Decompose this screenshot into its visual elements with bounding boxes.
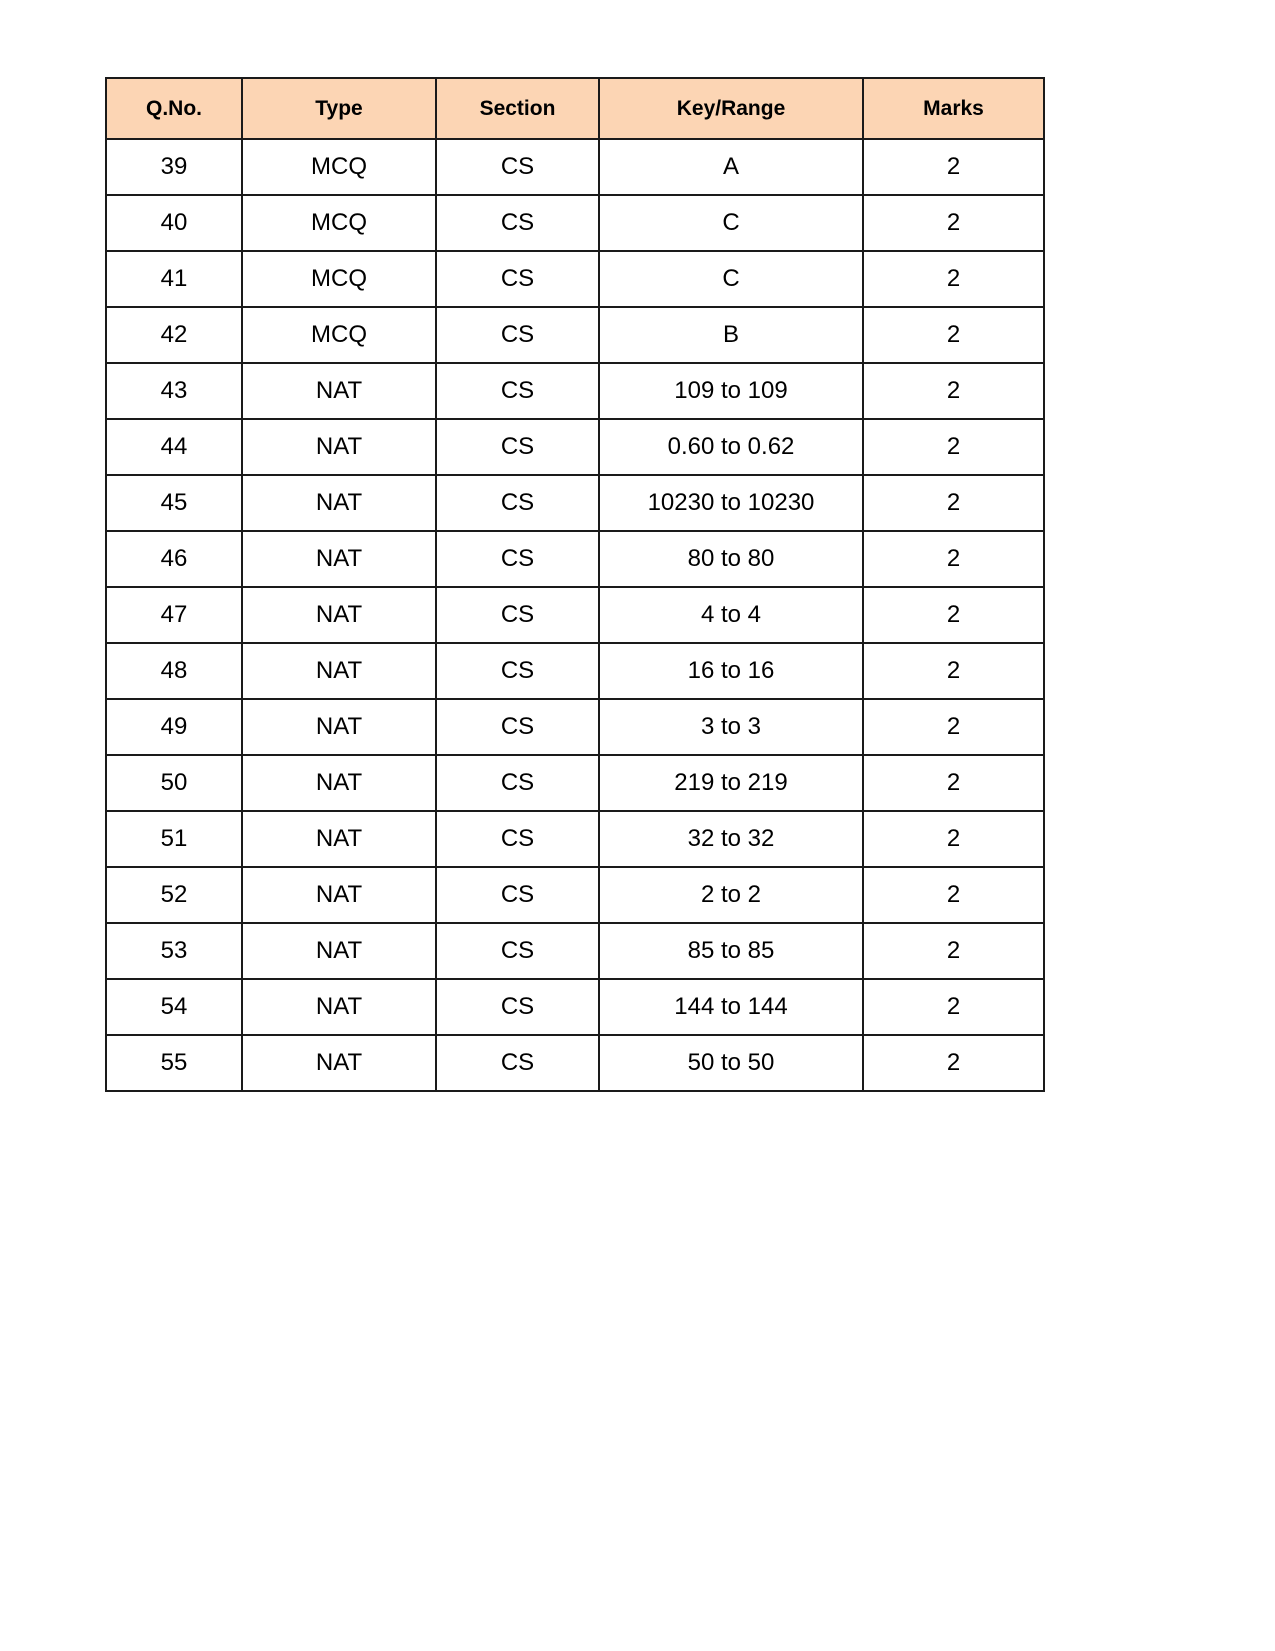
cell-section: CS bbox=[436, 979, 599, 1035]
header-row bbox=[106, 78, 1044, 139]
cell-key-range: 219 to 219 bbox=[599, 755, 863, 811]
cell-marks: 2 bbox=[863, 1035, 1044, 1091]
table-header bbox=[106, 78, 1044, 139]
cell-qno: 46 bbox=[106, 531, 242, 587]
cell-key-range: 32 to 32 bbox=[599, 811, 863, 867]
cell-marks: 2 bbox=[863, 363, 1044, 419]
cell-qno: 45 bbox=[106, 475, 242, 531]
cell-key-range: 4 to 4 bbox=[599, 587, 863, 643]
cell-type: MCQ bbox=[242, 195, 436, 251]
cell-section: CS bbox=[436, 811, 599, 867]
header-marks: Marks bbox=[863, 78, 1044, 139]
cell-section: CS bbox=[436, 755, 599, 811]
cell-qno: 54 bbox=[106, 979, 242, 1035]
cell-marks: 2 bbox=[863, 139, 1044, 195]
cell-marks: 2 bbox=[863, 307, 1044, 363]
cell-section: CS bbox=[436, 195, 599, 251]
cell-section: CS bbox=[436, 699, 599, 755]
cell-qno: 55 bbox=[106, 1035, 242, 1091]
table-row bbox=[106, 979, 1044, 1035]
cell-marks: 2 bbox=[863, 531, 1044, 587]
cell-marks: 2 bbox=[863, 755, 1044, 811]
cell-qno: 43 bbox=[106, 363, 242, 419]
cell-type: NAT bbox=[242, 419, 436, 475]
cell-key-range: 3 to 3 bbox=[599, 699, 863, 755]
cell-key-range: 0.60 to 0.62 bbox=[599, 419, 863, 475]
cell-section: CS bbox=[436, 867, 599, 923]
cell-type: NAT bbox=[242, 867, 436, 923]
cell-type: NAT bbox=[242, 1035, 436, 1091]
cell-type: NAT bbox=[242, 755, 436, 811]
cell-key-range: A bbox=[599, 139, 863, 195]
cell-section: CS bbox=[436, 531, 599, 587]
cell-key-range: 2 to 2 bbox=[599, 867, 863, 923]
cell-type: NAT bbox=[242, 923, 436, 979]
cell-qno: 39 bbox=[106, 139, 242, 195]
cell-qno: 53 bbox=[106, 923, 242, 979]
cell-marks: 2 bbox=[863, 475, 1044, 531]
cell-qno: 44 bbox=[106, 419, 242, 475]
table-row bbox=[106, 307, 1044, 363]
cell-qno: 51 bbox=[106, 811, 242, 867]
cell-type: MCQ bbox=[242, 307, 436, 363]
cell-section: CS bbox=[436, 923, 599, 979]
cell-marks: 2 bbox=[863, 867, 1044, 923]
cell-qno: 50 bbox=[106, 755, 242, 811]
cell-marks: 2 bbox=[863, 419, 1044, 475]
table-row bbox=[106, 475, 1044, 531]
table-row bbox=[106, 531, 1044, 587]
table-row bbox=[106, 139, 1044, 195]
cell-key-range: 85 to 85 bbox=[599, 923, 863, 979]
cell-section: CS bbox=[436, 363, 599, 419]
table-row bbox=[106, 419, 1044, 475]
cell-key-range: 10230 to 10230 bbox=[599, 475, 863, 531]
header-key-range: Key/Range bbox=[599, 78, 863, 139]
cell-type: NAT bbox=[242, 531, 436, 587]
cell-key-range: B bbox=[599, 307, 863, 363]
cell-type: MCQ bbox=[242, 251, 436, 307]
cell-qno: 40 bbox=[106, 195, 242, 251]
table-row bbox=[106, 363, 1044, 419]
cell-section: CS bbox=[436, 251, 599, 307]
table-row bbox=[106, 811, 1044, 867]
cell-marks: 2 bbox=[863, 979, 1044, 1035]
table-body bbox=[106, 139, 1044, 1091]
cell-key-range: C bbox=[599, 251, 863, 307]
cell-type: MCQ bbox=[242, 139, 436, 195]
cell-key-range: 50 to 50 bbox=[599, 1035, 863, 1091]
table-row bbox=[106, 195, 1044, 251]
cell-type: NAT bbox=[242, 811, 436, 867]
cell-section: CS bbox=[436, 419, 599, 475]
cell-qno: 49 bbox=[106, 699, 242, 755]
table-row bbox=[106, 587, 1044, 643]
table-row bbox=[106, 643, 1044, 699]
cell-type: NAT bbox=[242, 643, 436, 699]
cell-type: NAT bbox=[242, 475, 436, 531]
cell-key-range: 144 to 144 bbox=[599, 979, 863, 1035]
cell-key-range: 16 to 16 bbox=[599, 643, 863, 699]
cell-qno: 52 bbox=[106, 867, 242, 923]
cell-type: NAT bbox=[242, 979, 436, 1035]
cell-section: CS bbox=[436, 139, 599, 195]
header-section: Section bbox=[436, 78, 599, 139]
cell-type: NAT bbox=[242, 699, 436, 755]
cell-type: NAT bbox=[242, 363, 436, 419]
table-row bbox=[106, 251, 1044, 307]
table-row bbox=[106, 699, 1044, 755]
cell-section: CS bbox=[436, 475, 599, 531]
table-row bbox=[106, 755, 1044, 811]
cell-section: CS bbox=[436, 643, 599, 699]
cell-qno: 48 bbox=[106, 643, 242, 699]
cell-key-range: C bbox=[599, 195, 863, 251]
cell-section: CS bbox=[436, 587, 599, 643]
cell-marks: 2 bbox=[863, 643, 1044, 699]
header-type: Type bbox=[242, 78, 436, 139]
table-row bbox=[106, 923, 1044, 979]
table-row bbox=[106, 867, 1044, 923]
cell-marks: 2 bbox=[863, 587, 1044, 643]
cell-qno: 47 bbox=[106, 587, 242, 643]
header-qno: Q.No. bbox=[106, 78, 242, 139]
cell-marks: 2 bbox=[863, 251, 1044, 307]
cell-key-range: 109 to 109 bbox=[599, 363, 863, 419]
cell-marks: 2 bbox=[863, 195, 1044, 251]
cell-section: CS bbox=[436, 307, 599, 363]
cell-marks: 2 bbox=[863, 811, 1044, 867]
cell-section: CS bbox=[436, 1035, 599, 1091]
cell-qno: 41 bbox=[106, 251, 242, 307]
cell-marks: 2 bbox=[863, 699, 1044, 755]
cell-key-range: 80 to 80 bbox=[599, 531, 863, 587]
table-row bbox=[106, 1035, 1044, 1091]
cell-qno: 42 bbox=[106, 307, 242, 363]
cell-type: NAT bbox=[242, 587, 436, 643]
cell-marks: 2 bbox=[863, 923, 1044, 979]
answer-key-table bbox=[105, 77, 1045, 1092]
